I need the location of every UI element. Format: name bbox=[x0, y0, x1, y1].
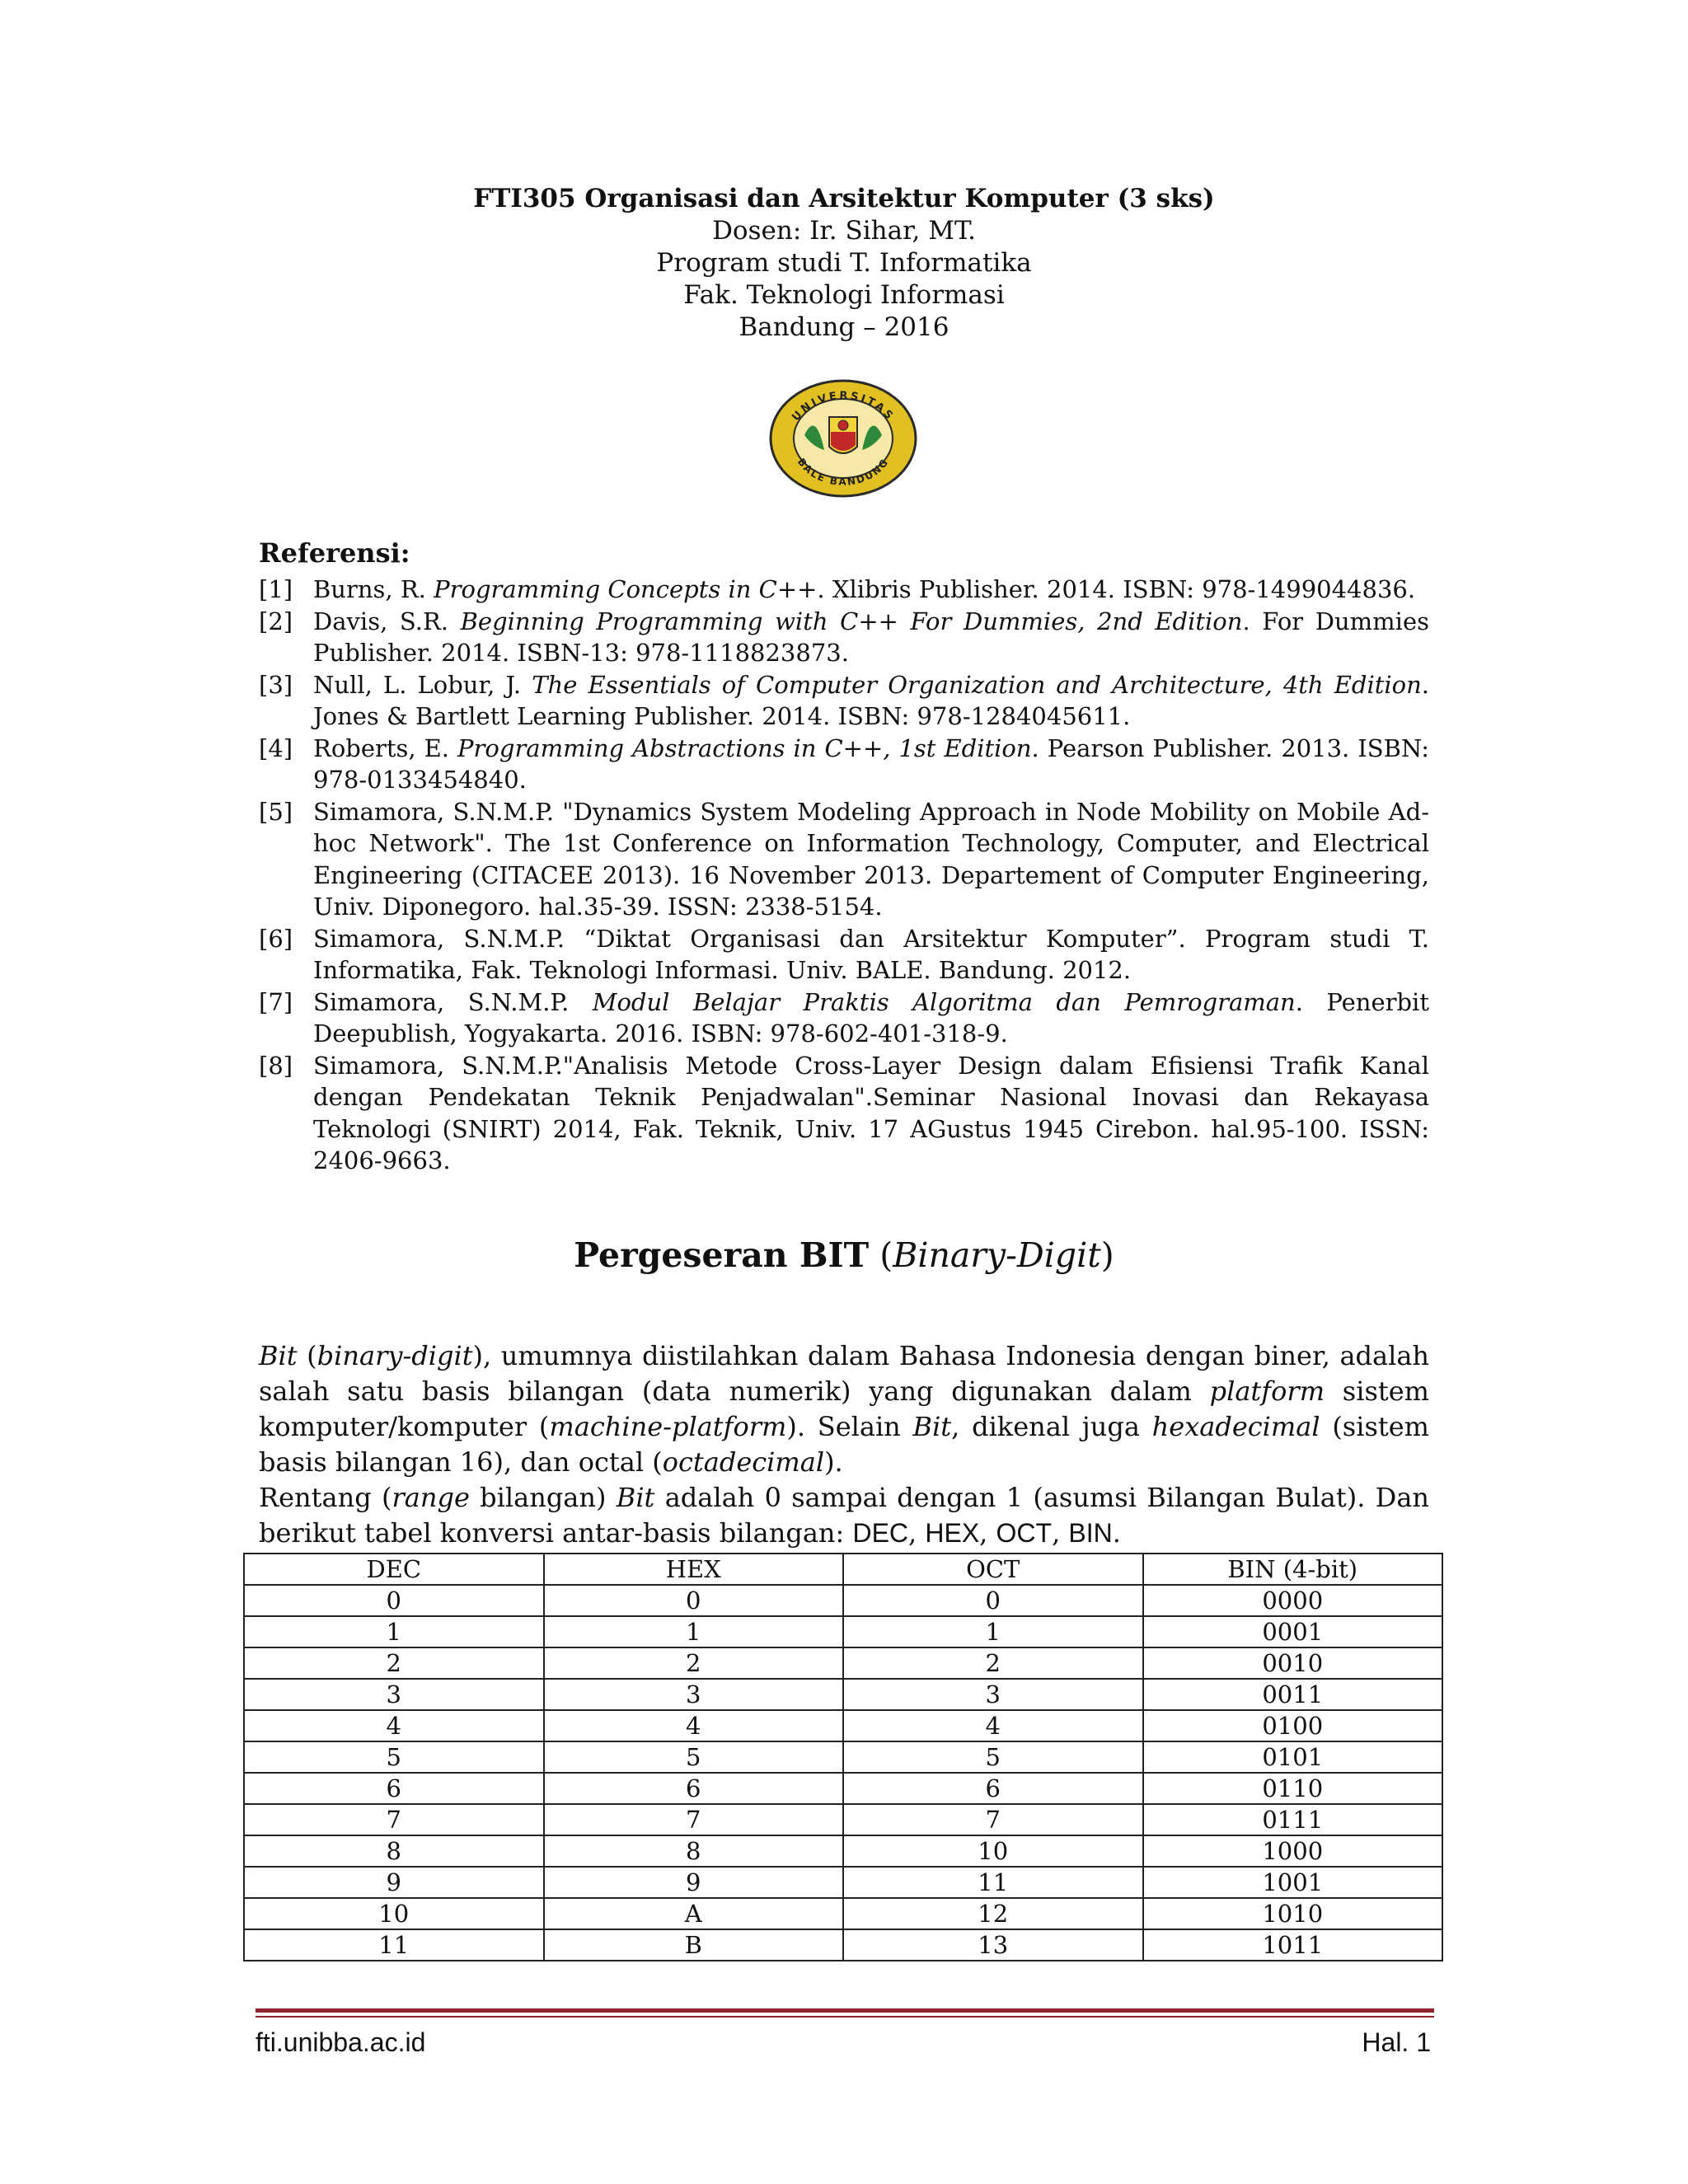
table-cell: 1000 bbox=[1143, 1835, 1443, 1867]
reference-number: [2] bbox=[259, 607, 293, 635]
reference-title: Modul Belajar Praktis Algoritma dan Pemrograman bbox=[592, 987, 1296, 1016]
table-cell: 1 bbox=[244, 1616, 544, 1647]
table-cell: 5 bbox=[843, 1741, 1143, 1773]
base-conversion-table bbox=[243, 1553, 1443, 1961]
reference-text: Simamora, S.N.M.P. "Dynamics System Modeling Approach in Node Mobility on Mobile Ad-hoc Network". The 1st Conference on Information Technology, Computer, and Electrical Engineering (CITACEE 2013). 16 November 2013. Departement of Computer Engineering, Univ. Diponegoro. hal.35-39. ISSN: 2338-5154. bbox=[313, 797, 1429, 921]
header-bin: BIN (4-bit) bbox=[1143, 1554, 1443, 1585]
table-cell: 5 bbox=[544, 1741, 844, 1773]
reference-item bbox=[259, 606, 1429, 669]
table-cell: 0011 bbox=[1143, 1679, 1443, 1710]
table-cell: 2 bbox=[244, 1647, 544, 1679]
table-row bbox=[244, 1616, 1442, 1647]
reference-text: Burns, R. bbox=[313, 575, 434, 603]
reference-details: . Penerbit Deepublish, Yogyakarta. 2016. ISBN: 978-602-401-318-9. bbox=[313, 987, 1429, 1047]
reference-text: Simamora, S.N.M.P. “Diktat Organisasi dan Arsitektur Komputer”. Program studi T. Informatika, Fak. Teknologi Informasi. Univ. BALE. Bandung. 2012. bbox=[313, 924, 1429, 984]
references-section bbox=[259, 536, 1429, 1177]
table-cell: 1001 bbox=[1143, 1867, 1443, 1898]
reference-text: Simamora, S.N.M.P."Analisis Metode Cross-Layer Design dalam Efisiensi Trafik Kanal dengan Pendekatan Teknik Penjadwalan".Seminar Nasional Inovasi dan Rekayasa Teknologi (SNIRT) 2014, Fak. Teknik, Univ. 17 AGustus 1945 Cirebon. hal.95-100. ISSN: 2406-9663. bbox=[313, 1051, 1429, 1174]
reference-number: [8] bbox=[259, 1051, 293, 1080]
section-title: Pergeseran BIT (Binary-Digit) bbox=[574, 1235, 1114, 1275]
paragraph-bit-definition: Bit (binary-digit), umumnya diistilahkan dalam Bahasa Indonesia dengan biner, adalah salah satu basis bilangan (data numerik) yang digunakan dalam platform sistem komputer/komputer (machine-platform). Selain Bit, dikenal juga hexadecimal (sistem basis bilangan 16), dan octal (octadecimal). bbox=[259, 1340, 1430, 1478]
table-cell: 10 bbox=[843, 1835, 1143, 1867]
logo-top-text: UNIVERSITAS bbox=[790, 389, 897, 424]
table-cell: 13 bbox=[843, 1929, 1143, 1961]
reference-number: [6] bbox=[259, 924, 293, 953]
table-cell: 3 bbox=[544, 1679, 844, 1710]
table-cell: 8 bbox=[544, 1835, 844, 1867]
reference-number: [7] bbox=[259, 987, 293, 1016]
reference-item bbox=[259, 1050, 1429, 1177]
table-cell: 0 bbox=[244, 1585, 544, 1616]
table-row bbox=[244, 1585, 1442, 1616]
table-cell: 1010 bbox=[1143, 1898, 1443, 1929]
reference-details: . Pearson Publisher. 2013. ISBN: 978-0133454840. bbox=[313, 733, 1430, 794]
paragraph-bit-range: Rentang (range bilangan) Bit adalah 0 sampai dengan 1 (asumsi Bilangan Bulat). Dan berikut tabel konversi antar-basis bilangan: DEC, HEX, OCT, BIN. bbox=[259, 1482, 1430, 1549]
table-row bbox=[244, 1647, 1442, 1679]
table-cell: 4 bbox=[244, 1710, 544, 1741]
table-body bbox=[244, 1585, 1442, 1961]
table-cell: 0110 bbox=[1143, 1773, 1443, 1804]
table-cell: 12 bbox=[843, 1898, 1143, 1929]
reference-details: . For Dummies Publisher. 2014. ISBN-13: 978-1118823873. bbox=[313, 607, 1429, 667]
reference-item bbox=[259, 669, 1429, 733]
document-header bbox=[0, 183, 1688, 344]
table-cell: B bbox=[544, 1929, 844, 1961]
reference-number: [5] bbox=[259, 797, 293, 826]
reference-title: The Essentials of Computer Organization and Architecture, 4th Edition bbox=[532, 670, 1422, 699]
reference-title: Programming Abstractions in C++, 1st Edition bbox=[457, 733, 1032, 762]
reference-details: . Jones & Bartlett Learning Publisher. 2014. ISBN: 978-1284045611. bbox=[313, 670, 1429, 730]
reference-text: Simamora, S.N.M.P. bbox=[313, 987, 593, 1016]
study-program: Program studi T. Informatika bbox=[656, 248, 1032, 278]
reference-text: Null, L. Lobur, J. bbox=[313, 670, 532, 699]
reference-item bbox=[259, 733, 1429, 796]
table-cell: 6 bbox=[544, 1773, 844, 1804]
table-cell: 4 bbox=[544, 1710, 844, 1741]
footer-divider bbox=[256, 2008, 1434, 2013]
reference-number: [3] bbox=[259, 670, 293, 699]
faculty: Fak. Teknologi Informasi bbox=[683, 280, 1005, 310]
table-cell: 7 bbox=[244, 1804, 544, 1835]
table-cell: 0111 bbox=[1143, 1804, 1443, 1835]
table-cell: 0000 bbox=[1143, 1585, 1443, 1616]
reference-text: Davis, S.R. bbox=[313, 607, 461, 635]
table-cell: 0 bbox=[843, 1585, 1143, 1616]
reference-number: [1] bbox=[259, 575, 293, 603]
header-dec: DEC bbox=[244, 1554, 544, 1585]
references-list bbox=[259, 574, 1429, 1177]
table-cell: 1 bbox=[843, 1616, 1143, 1647]
table-cell: 11 bbox=[244, 1929, 544, 1961]
table-cell: 9 bbox=[544, 1867, 844, 1898]
reference-item bbox=[259, 923, 1429, 987]
table-cell: 3 bbox=[843, 1679, 1143, 1710]
table-row bbox=[244, 1835, 1442, 1867]
table-row bbox=[244, 1710, 1442, 1741]
reference-title: Beginning Programming with C++ For Dummies, 2nd Edition bbox=[460, 607, 1243, 635]
table-cell: 2 bbox=[544, 1647, 844, 1679]
table-row bbox=[244, 1804, 1442, 1835]
reference-item bbox=[259, 796, 1429, 923]
table-header-row bbox=[244, 1554, 1442, 1585]
table-row bbox=[244, 1679, 1442, 1710]
table-cell: 6 bbox=[843, 1773, 1143, 1804]
page-number: Hal. 1 bbox=[1362, 2027, 1431, 2057]
table-cell: 6 bbox=[244, 1773, 544, 1804]
table-row bbox=[244, 1898, 1442, 1929]
table-cell: 5 bbox=[244, 1741, 544, 1773]
table-row bbox=[244, 1773, 1442, 1804]
course-title: FTI305 Organisasi dan Arsitektur Komputer (3 sks) bbox=[473, 184, 1215, 213]
table-cell: 8 bbox=[244, 1835, 544, 1867]
table-cell: 1 bbox=[544, 1616, 844, 1647]
table-cell: 0001 bbox=[1143, 1616, 1443, 1647]
table-cell: 1011 bbox=[1143, 1929, 1443, 1961]
table-cell: 0100 bbox=[1143, 1710, 1443, 1741]
table-cell: 11 bbox=[843, 1867, 1143, 1898]
lecturer: Dosen: Ir. Sihar, MT. bbox=[712, 216, 976, 246]
table-row bbox=[244, 1867, 1442, 1898]
table-cell: 0101 bbox=[1143, 1741, 1443, 1773]
table-cell: A bbox=[544, 1898, 844, 1929]
reference-number: [4] bbox=[259, 733, 293, 762]
reference-item bbox=[259, 987, 1429, 1050]
body-text bbox=[259, 1338, 1429, 1551]
place-year: Bandung – 2016 bbox=[738, 312, 950, 342]
logo-bottom-text: BALE BANDUNG bbox=[795, 456, 892, 488]
university-logo bbox=[765, 377, 921, 499]
table-cell: 4 bbox=[843, 1710, 1143, 1741]
references-title: Referensi: bbox=[259, 537, 410, 569]
table-cell: 9 bbox=[244, 1867, 544, 1898]
footer-site: fti.unibba.ac.id bbox=[256, 2027, 426, 2057]
table-row bbox=[244, 1741, 1442, 1773]
reference-item bbox=[259, 574, 1429, 606]
table-cell: 3 bbox=[244, 1679, 544, 1710]
footer-divider-thin bbox=[256, 2016, 1434, 2018]
header-oct: OCT bbox=[843, 1554, 1143, 1585]
reference-title: Programming Concepts in C++ bbox=[434, 575, 818, 603]
table-cell: 0 bbox=[544, 1585, 844, 1616]
table-cell: 7 bbox=[544, 1804, 844, 1835]
reference-text: Roberts, E. bbox=[313, 733, 458, 762]
table-row bbox=[244, 1929, 1442, 1961]
table-cell: 10 bbox=[244, 1898, 544, 1929]
table-cell: 2 bbox=[843, 1647, 1143, 1679]
header-hex: HEX bbox=[544, 1554, 844, 1585]
reference-details: . Xlibris Publisher. 2014. ISBN: 978-1499044836. bbox=[817, 575, 1416, 603]
table-cell: 0010 bbox=[1143, 1647, 1443, 1679]
table-cell: 7 bbox=[843, 1804, 1143, 1835]
